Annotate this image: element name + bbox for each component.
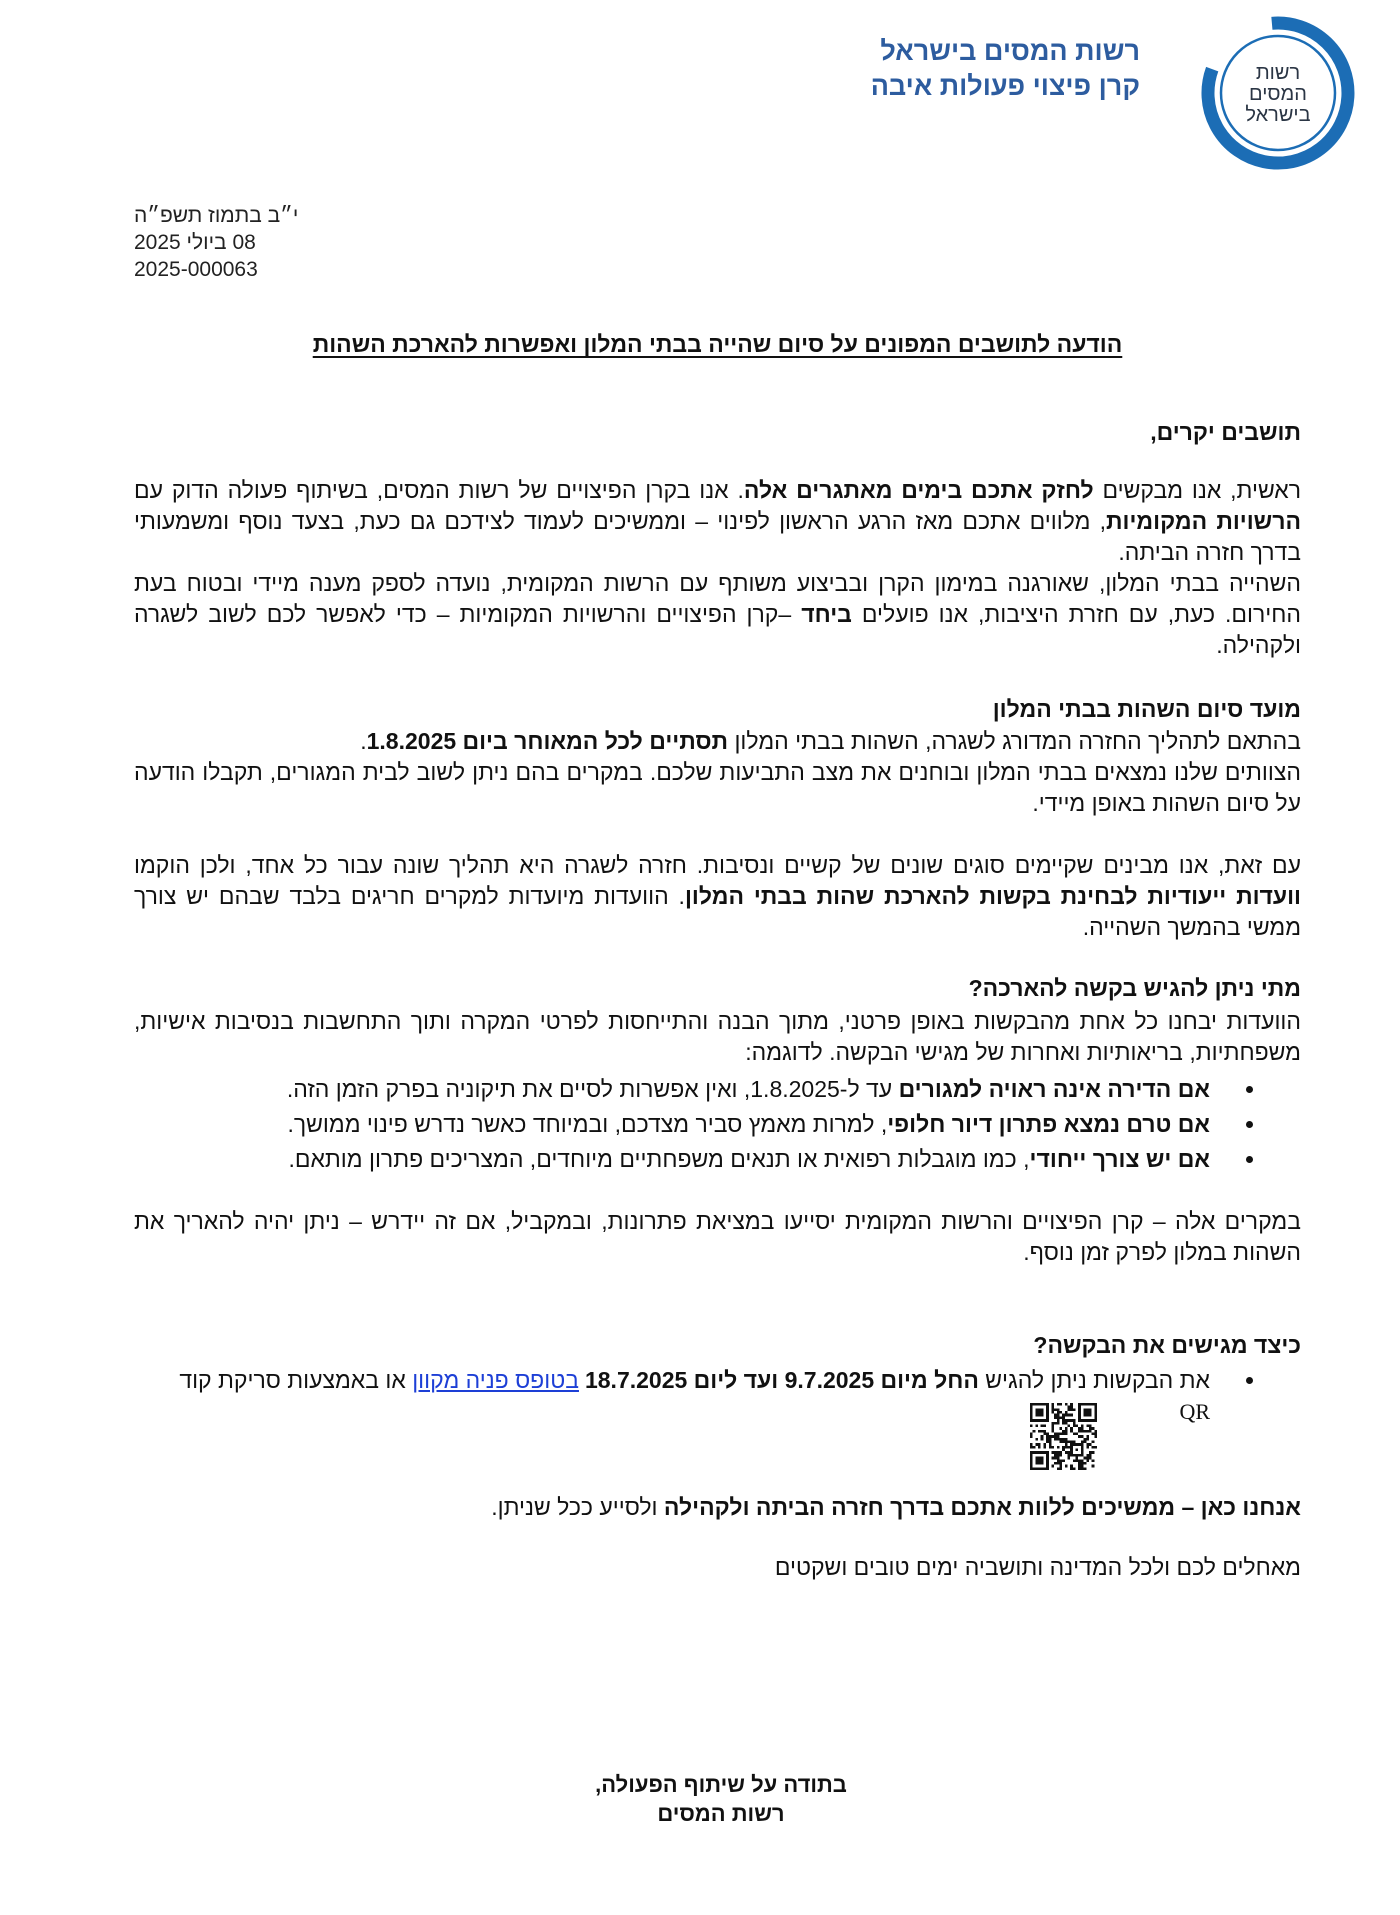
reference-number: 2025-000063: [134, 258, 258, 281]
qr-module: [1081, 1462, 1084, 1465]
greeting: תושבים יקרים,: [1150, 419, 1301, 445]
qr-module: [1046, 1441, 1049, 1444]
qr-module: [1073, 1408, 1076, 1411]
qr-module: [1094, 1446, 1097, 1449]
qr-module: [1046, 1435, 1049, 1438]
qr-module: [1051, 1406, 1054, 1409]
qr-module: [1092, 1459, 1095, 1462]
qr-module: [1078, 1459, 1081, 1462]
online-form-link[interactable]: בטופס פניה מקוון: [412, 1367, 579, 1393]
list-item: [134, 1142, 1301, 1177]
qr-module: [1068, 1408, 1071, 1411]
intro-section: [134, 475, 1301, 661]
qr-module: [1078, 1430, 1081, 1433]
qr-module: [1068, 1446, 1071, 1449]
closing-emphasis: אנחנו כאן – ממשיכים ללוות אתכם בדרך חזרה הביתה ולקהילה: [663, 1494, 1301, 1520]
qr-module: [1057, 1451, 1060, 1454]
qr-module: [1092, 1427, 1095, 1430]
signature-thanks: בתודה על שיתוף הפעולה,: [595, 1772, 847, 1797]
qr-module: [1089, 1427, 1092, 1430]
how-to-heading: כיצד מגישים את הבקשה?: [1033, 1332, 1301, 1358]
qr-module: [1057, 1454, 1060, 1457]
bullet-icon: [1246, 1086, 1253, 1093]
qr-module: [1081, 1459, 1084, 1462]
bullet-icon: [1246, 1156, 1253, 1163]
qr-module: [1068, 1424, 1071, 1427]
qr-module: [1062, 1422, 1065, 1425]
qr-module: [1033, 1430, 1036, 1433]
qr-module: [1059, 1432, 1062, 1435]
qr-module: [1030, 1424, 1033, 1427]
qr-module: [1043, 1424, 1046, 1427]
qr-module: [1051, 1430, 1054, 1433]
qr-module: [1073, 1467, 1076, 1470]
list-item: [134, 1107, 1301, 1142]
qr-module: [1086, 1430, 1089, 1433]
committees-emphasis: וועדות ייעודיות לבחינת בקשות להארכת שהות בבתי המלון: [684, 883, 1302, 909]
qr-module: [1076, 1459, 1079, 1462]
qr-finder-pattern: [1035, 1457, 1043, 1465]
committees-text: עם זאת, אנו מבינים שקיימים סוגים שונים של קשיים ונסיבות. חזרה לשגרה היא תהליך שונה עבור כל אחד, ולכן הוקמו: [134, 852, 1301, 878]
closing-wishes: מאחלים לכם ולכל המדינה ותושביה ימים טובים ושקטים: [774, 1554, 1301, 1580]
qr-module: [1068, 1451, 1071, 1454]
qr-module: [1049, 1438, 1052, 1441]
qr-module: [1084, 1438, 1087, 1441]
intro-text: ראשית, אנו מבקשים: [1093, 477, 1301, 503]
qr-module: [1051, 1424, 1054, 1427]
intro-text: . אנו בקרן הפיצויים של רשות המסים, בשיתוף פעולה הדוק עם: [134, 477, 744, 503]
end-date-paragraph-1: [134, 726, 1301, 757]
qr-module: [1092, 1451, 1095, 1454]
qr-module: [1059, 1462, 1062, 1465]
logo-text-line-1: רשות: [1255, 62, 1301, 84]
qr-module: [1046, 1438, 1049, 1441]
qr-module: [1081, 1441, 1084, 1444]
intro-text: , מלווים אתכם מאז הרגע הראשון לפינוי – וממשיכים לעמוד לצידכם גם כעת, בצעד נוסף ומשמעותי בדרך חזרה הביתה.: [134, 508, 1301, 565]
qr-module: [1057, 1411, 1060, 1414]
qr-module: [1068, 1414, 1071, 1417]
qr-module: [1094, 1435, 1097, 1438]
submission-dates: החל מיום 9.7.2025 ועד ליום 18.7.2025: [584, 1367, 979, 1393]
qr-module: [1041, 1424, 1044, 1427]
qr-module: [1084, 1462, 1087, 1465]
example-emphasis: אם יש צורך ייחודי: [1029, 1146, 1210, 1172]
qr-module: [1084, 1457, 1087, 1460]
qr-module: [1086, 1454, 1089, 1457]
qr-module: [1065, 1446, 1068, 1449]
qr-module: [1057, 1457, 1060, 1460]
qr-module: [1051, 1457, 1054, 1460]
intro-text: השהייה בבתי המלון, שאורגנה במימון הקרן ובביצוע משותף עם הרשות המקומית, נועדה לספק מענה מיידי ובטוח בעת החירום. כעת, עם חזרת היציבות, אנו פועלים: [134, 570, 1301, 627]
signature-signer: רשות המסים: [657, 1801, 785, 1826]
end-date-paragraph-2: הצוותים שלנו נמצאים בבתי המלון ובוחנים את מצב התביעות שלכם. במקרים בהם ניתן לשוב לבית המגורים, תקבלו הודעה על סיום השהות באופן מיידי.: [134, 759, 1301, 816]
qr-alignment-pattern: [1076, 1449, 1079, 1452]
tax-authority-logo: [1198, 13, 1358, 173]
qr-module: [1062, 1419, 1065, 1422]
example-emphasis: אם הדירה אינה ראויה למגורים: [898, 1076, 1210, 1102]
qr-module: [1070, 1465, 1073, 1468]
qr-module: [1065, 1411, 1068, 1414]
qr-module: [1051, 1411, 1054, 1414]
qr-module: [1059, 1416, 1062, 1419]
gregorian-date: 08 ביולי 2025: [134, 231, 256, 254]
logo-text-line-3: בישראל: [1245, 104, 1311, 126]
qr-module: [1051, 1451, 1054, 1454]
qr-module: [1057, 1414, 1060, 1417]
closing-line: [134, 1492, 1301, 1523]
committees-paragraph: [134, 850, 1301, 943]
qr-module: [1068, 1419, 1071, 1422]
qr-module: [1059, 1451, 1062, 1454]
qr-module: [1057, 1446, 1060, 1449]
example-emphasis: אם טרם נמצא פתרון דיור חלופי: [887, 1111, 1210, 1137]
qr-module: [1054, 1432, 1057, 1435]
qr-module: [1062, 1446, 1065, 1449]
qr-module: [1065, 1465, 1068, 1468]
qr-module: [1089, 1424, 1092, 1427]
qr-module: [1051, 1422, 1054, 1425]
qr-module: [1092, 1432, 1095, 1435]
qr-module: [1041, 1430, 1044, 1433]
intro-emphasis: הרשויות המקומיות: [1106, 508, 1301, 534]
qr-module: [1078, 1427, 1081, 1430]
how-to-list: [134, 1364, 1301, 1428]
committees-text: . הוועדות מיועדות למקרים חריגים בלבד שבהם יש צורך ממשי בהמשך השהייה.: [134, 883, 1301, 940]
letter-title: הודעה לתושבים המפונים על סיום שהייה בבתי המלון ואפשרות להארכת השהות: [312, 331, 1123, 357]
qr-module: [1059, 1465, 1062, 1468]
qr-module: [1089, 1454, 1092, 1457]
qr-module: [1070, 1430, 1073, 1433]
qr-module: [1065, 1414, 1068, 1417]
qr-module: [1046, 1432, 1049, 1435]
qr-module: [1057, 1438, 1060, 1441]
qr-module: [1057, 1403, 1060, 1406]
letterhead: [871, 34, 1140, 104]
end-date-emphasis: תסתיים לכל המאוחר ביום 1.8.2025: [366, 728, 729, 754]
qr-module: [1057, 1416, 1060, 1419]
qr-module: [1041, 1438, 1044, 1441]
qr-module: [1084, 1441, 1087, 1444]
qr-module: [1073, 1441, 1076, 1444]
example-text: , כמו מוגבלות רפואית או תנאים משפחתיים מיוחדים, המצריכים פתרון מותאם.: [288, 1146, 1030, 1172]
intro-text: –קרן הפיצויים והרשויות המקומיות – כדי לאפשר לכם לשוב לשגרה ולקהילה.: [134, 601, 1301, 658]
qr-finder-pattern: [1084, 1408, 1092, 1416]
qr-module: [1051, 1465, 1054, 1468]
qr-module: [1078, 1465, 1081, 1468]
qr-module: [1030, 1435, 1033, 1438]
list-item: [134, 1072, 1301, 1107]
closing-text: ולסייע ככל שניתן.: [491, 1494, 664, 1520]
qr-module: [1065, 1403, 1068, 1406]
extension-heading: מתי ניתן להגיש בקשה להארכה?: [968, 975, 1301, 1001]
qr-module: [1030, 1432, 1033, 1435]
qr-module: [1054, 1462, 1057, 1465]
intro-emphasis: לחזק אתכם בימים מאתגרים אלה: [743, 477, 1094, 503]
qr-module: [1038, 1443, 1041, 1446]
qr-module: [1054, 1454, 1057, 1457]
qr-module: [1033, 1446, 1036, 1449]
qr-module: [1059, 1441, 1062, 1444]
qr-module: [1051, 1408, 1054, 1411]
qr-module: [1051, 1435, 1054, 1438]
qr-module: [1073, 1432, 1076, 1435]
qr-module: [1078, 1467, 1081, 1470]
qr-module: [1081, 1430, 1084, 1433]
qr-module: [1065, 1451, 1068, 1454]
qr-module: [1054, 1416, 1057, 1419]
qr-module: [1049, 1441, 1052, 1444]
qr-module: [1078, 1435, 1081, 1438]
qr-module: [1070, 1419, 1073, 1422]
qr-module: [1043, 1432, 1046, 1435]
end-date-body: [134, 726, 1301, 819]
end-date-heading: מועד סיום השהות בבתי המלון: [992, 696, 1301, 722]
qr-module: [1065, 1419, 1068, 1422]
qr-module: [1059, 1411, 1062, 1414]
examples-list: [134, 1072, 1301, 1177]
qr-module: [1070, 1467, 1073, 1470]
qr-module: [1073, 1419, 1076, 1422]
qr-module: [1086, 1424, 1089, 1427]
qr-module: [1086, 1435, 1089, 1438]
qr-module: [1070, 1441, 1073, 1444]
qr-module: [1070, 1403, 1073, 1406]
signature: [561, 1770, 881, 1828]
qr-module: [1076, 1432, 1079, 1435]
qr-module: [1092, 1446, 1095, 1449]
bullet-icon: [1246, 1121, 1253, 1128]
qr-module: [1049, 1446, 1052, 1449]
qr-module: [1068, 1441, 1071, 1444]
qr-module: [1057, 1419, 1060, 1422]
qr-module: [1043, 1443, 1046, 1446]
qr-module: [1043, 1446, 1046, 1449]
qr-label: QR: [1179, 1399, 1210, 1424]
qr-module: [1057, 1422, 1060, 1425]
qr-module: [1086, 1443, 1089, 1446]
qr-module: [1065, 1441, 1068, 1444]
qr-module: [1086, 1457, 1089, 1460]
submission-instructions-item: [134, 1364, 1301, 1428]
qr-module: [1065, 1427, 1068, 1430]
qr-module: [1094, 1432, 1097, 1435]
qr-module: [1089, 1457, 1092, 1460]
qr-module: [1062, 1430, 1065, 1433]
qr-module: [1051, 1446, 1054, 1449]
qr-module: [1081, 1424, 1084, 1427]
qr-module: [1035, 1438, 1038, 1441]
qr-module: [1057, 1435, 1060, 1438]
qr-module: [1059, 1454, 1062, 1457]
qr-code: [1030, 1403, 1097, 1470]
qr-module: [1076, 1424, 1079, 1427]
qr-module: [1065, 1430, 1068, 1433]
qr-module: [1059, 1467, 1062, 1470]
qr-module: [1062, 1449, 1065, 1452]
intro-emphasis: ביחד: [801, 601, 852, 627]
qr-module: [1081, 1467, 1084, 1470]
hebrew-date: י״ב בתמוז תשפ״ה: [134, 204, 299, 227]
qr-module: [1086, 1459, 1089, 1462]
qr-module: [1062, 1416, 1065, 1419]
qr-module: [1051, 1403, 1054, 1406]
qr-module: [1070, 1414, 1073, 1417]
qr-module: [1068, 1406, 1071, 1409]
qr-module: [1070, 1408, 1073, 1411]
qr-module: [1049, 1443, 1052, 1446]
letter-meta: [134, 202, 454, 283]
qr-module: [1062, 1459, 1065, 1462]
qr-module: [1076, 1457, 1079, 1460]
example-text: , למרות מאמץ סביר מצדכם, ובמיוחד כאשר נדרש פינוי ממושך.: [287, 1111, 888, 1137]
qr-module: [1062, 1414, 1065, 1417]
qr-module: [1054, 1435, 1057, 1438]
qr-module: [1054, 1457, 1057, 1460]
qr-module: [1065, 1422, 1068, 1425]
how-to-body: [134, 1364, 1301, 1428]
qr-module: [1062, 1438, 1065, 1441]
qr-module: [1092, 1465, 1095, 1468]
qr-module: [1070, 1406, 1073, 1409]
qr-module: [1062, 1432, 1065, 1435]
qr-module: [1068, 1457, 1071, 1460]
qr-module: [1054, 1438, 1057, 1441]
qr-module: [1089, 1451, 1092, 1454]
qr-module: [1054, 1422, 1057, 1425]
qr-module: [1059, 1403, 1062, 1406]
qr-module: [1062, 1441, 1065, 1444]
qr-module: [1081, 1427, 1084, 1430]
qr-module: [1065, 1432, 1068, 1435]
org-name: רשות המסים בישראל: [880, 36, 1140, 66]
qr-module: [1073, 1459, 1076, 1462]
example-text: עד ל-1.8.2025, ואין אפשרות לסיים את תיקוניה בפרק הזמן הזה.: [286, 1076, 899, 1102]
qr-module: [1038, 1430, 1041, 1433]
dept-name: קרן פיצוי פעולות איבה: [870, 71, 1140, 101]
qr-module: [1081, 1435, 1084, 1438]
qr-module: [1073, 1422, 1076, 1425]
qr-module: [1041, 1435, 1044, 1438]
qr-module: [1054, 1414, 1057, 1417]
submission-lead-text: את הבקשות ניתן להגיש: [978, 1367, 1210, 1393]
qr-module: [1089, 1430, 1092, 1433]
submission-tail-text: או באמצעות סריקת קוד: [179, 1367, 413, 1393]
qr-module: [1081, 1465, 1084, 1468]
qr-module: [1035, 1443, 1038, 1446]
qr-module: [1059, 1427, 1062, 1430]
qr-module: [1094, 1430, 1097, 1433]
intro-paragraph-1: [134, 475, 1301, 568]
qr-module: [1030, 1446, 1033, 1449]
qr-module: [1038, 1446, 1041, 1449]
intro-paragraph-2: [134, 568, 1301, 661]
qr-module: [1092, 1441, 1095, 1444]
qr-module: [1057, 1432, 1060, 1435]
extension-outro: במקרים אלה – קרן הפיצויים והרשות המקומית יסייעו במציאת פתרונות, ובמקביל, אם זה יידרש – ניתן יהיה להאריך את השהות במלון לפרק זמן נוסף.: [134, 1208, 1301, 1265]
qr-module: [1035, 1424, 1038, 1427]
qr-module: [1084, 1467, 1087, 1470]
qr-module: [1059, 1438, 1062, 1441]
qr-module: [1086, 1438, 1089, 1441]
qr-module: [1059, 1459, 1062, 1462]
bullet-icon: [1246, 1377, 1253, 1384]
qr-module: [1030, 1443, 1033, 1446]
qr-module: [1070, 1427, 1073, 1430]
qr-module: [1049, 1435, 1052, 1438]
qr-module: [1054, 1451, 1057, 1454]
qr-module: [1084, 1430, 1087, 1433]
qr-module: [1057, 1467, 1060, 1470]
qr-module: [1043, 1430, 1046, 1433]
qr-module: [1057, 1459, 1060, 1462]
extension-intro: הוועדות יבחנו כל אחת מהבקשות באופן פרטני, מתוך הבנה והתייחסות לפרטי המקרה ותוך התחשבות בנסיבות אישיות, משפחתיות, בריאותיות ואחרות של מגישי הבקשה. לדוגמה:: [134, 1008, 1301, 1065]
logo-text-line-2: המסים: [1249, 83, 1307, 105]
qr-module: [1086, 1446, 1089, 1449]
qr-module: [1073, 1424, 1076, 1427]
qr-module: [1057, 1462, 1060, 1465]
qr-module: [1057, 1408, 1060, 1411]
extension-examples: [134, 1072, 1301, 1177]
qr-module: [1078, 1462, 1081, 1465]
qr-module: [1065, 1438, 1068, 1441]
qr-finder-pattern: [1035, 1408, 1043, 1416]
end-date-text: .: [360, 728, 367, 754]
end-date-text: בהתאם לתהליך החזרה המדורג לשגרה, השהות בבתי המלון: [728, 728, 1301, 754]
qr-module: [1051, 1427, 1054, 1430]
qr-module: [1068, 1454, 1071, 1457]
qr-module: [1089, 1443, 1092, 1446]
qr-module: [1065, 1443, 1068, 1446]
qr-module: [1054, 1408, 1057, 1411]
